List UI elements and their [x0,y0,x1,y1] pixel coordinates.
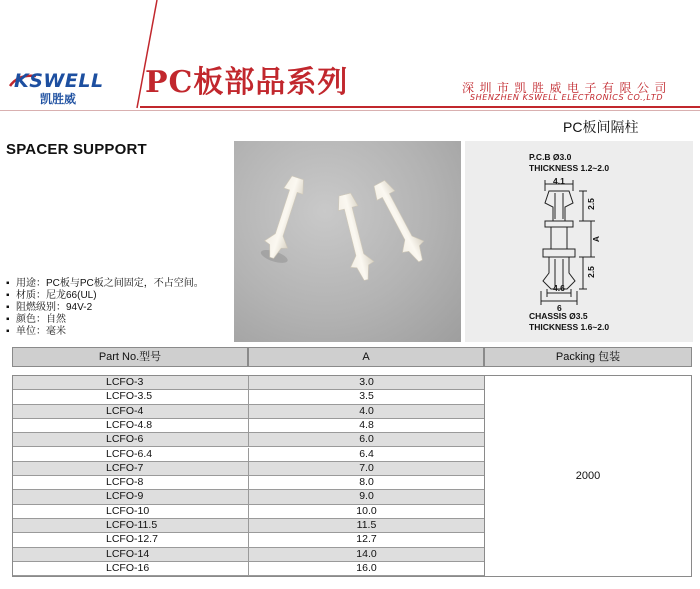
a-value-cell: 3.5 [248,390,484,404]
dim-bottom-width: 6 [557,303,562,313]
spec-list [6,278,204,338]
drawing-chassis-label: CHASSIS Ø3.5 [529,311,588,321]
series-title: PC板部品系列 [145,65,349,100]
a-value-cell: 16.0 [248,562,484,576]
technical-drawing [465,141,693,342]
a-value-cell: 10.0 [248,505,484,519]
a-value-cell: 6.0 [248,433,484,447]
spec-item: ▪ 单位：毫米 [6,326,66,337]
logo-text: KSWELL [14,70,104,92]
header-a: A [248,347,484,367]
dim-bottom-inner: 4.6 [553,283,565,293]
a-value-cell: 6.4 [248,448,484,462]
part-number-cell: LCFO-14 [12,548,248,562]
spec-label: 用途 [16,278,36,289]
dim-a-label: A [591,235,602,243]
spec-item: ▪ 阻燃级别：94V-2 [6,302,93,313]
spec-item: ▪ 颜色：自然 [6,314,66,325]
spec-label: 单位 [16,326,36,337]
a-value-cell: 3.0 [248,376,484,390]
drawing-pcb-label: P.C.B Ø3.0 [529,152,572,162]
spec-value: PC板与PC板之间固定，不占空间。 [46,278,204,289]
spec-label: 阻燃级别 [16,302,56,313]
part-number-cell: LCFO-3 [12,376,248,390]
header-part-no: Part No.型号 [12,347,248,367]
part-number-cell: LCFO-10 [12,505,248,519]
spec-label: 颜色 [16,314,36,325]
dim-top-width: 4.1 [553,176,565,186]
part-number-cell: LCFO-7 [12,462,248,476]
part-number-cell: LCFO-11.5 [12,519,248,533]
a-value-cell: 12.7 [248,533,484,547]
packing-value: 2000 [484,375,692,577]
a-value-cell: 4.8 [248,419,484,433]
drawing-thickness-bottom: THICKNESS 1.6~2.0 [529,322,610,332]
spec-item: ▪ 材质：尼龙66(UL) [6,290,97,301]
a-value-cell: 11.5 [248,519,484,533]
header-packing: Packing 包装 [484,347,692,367]
part-number-cell: LCFO-3.5 [12,390,248,404]
kswell-logo [8,70,120,110]
company-name-en: SHENZHEN KSWELL ELECTRONICS CO.,LTD [470,93,664,102]
product-photo [234,141,461,342]
logo-cn-text: 凯胜威 [40,92,77,106]
dim-bottom-height: 2.5 [585,266,596,278]
product-title: SPACER SUPPORT [6,141,147,158]
a-value-cell: 4.0 [248,405,484,419]
spec-value: 94V-2 [66,302,93,313]
spacer-photo-illustration [234,141,461,342]
a-value-cell: 7.0 [248,462,484,476]
part-number-cell: LCFO-9 [12,490,248,504]
header-rule-thin [0,110,700,111]
part-number-cell: LCFO-6 [12,433,248,447]
drawing-thickness-top: THICKNESS 1.2~2.0 [529,163,610,173]
spec-value: 自然 [46,314,66,325]
dim-top-height: 2.5 [585,198,596,210]
a-value-cell: 9.0 [248,490,484,504]
a-value-cell: 8.0 [248,476,484,490]
header-rule [140,106,700,108]
part-number-cell: LCFO-6.4 [12,448,248,462]
spec-label: 材质 [16,290,36,301]
part-number-cell: LCFO-4.8 [12,419,248,433]
spec-value: 毫米 [46,326,66,337]
company-name-cn: 深圳市凯胜威电子有限公司 [462,81,673,95]
part-number-cell: LCFO-12.7 [12,533,248,547]
spec-value: 尼龙66(UL) [46,290,97,301]
part-number-cell: LCFO-16 [12,562,248,576]
spec-item: ▪ 用途：PC板与PC板之间固定，不占空间。 [6,278,204,289]
product-name-cn: PC板间隔柱 [563,119,639,135]
part-number-cell: LCFO-4 [12,405,248,419]
a-value-cell: 14.0 [248,548,484,562]
part-number-cell: LCFO-8 [12,476,248,490]
